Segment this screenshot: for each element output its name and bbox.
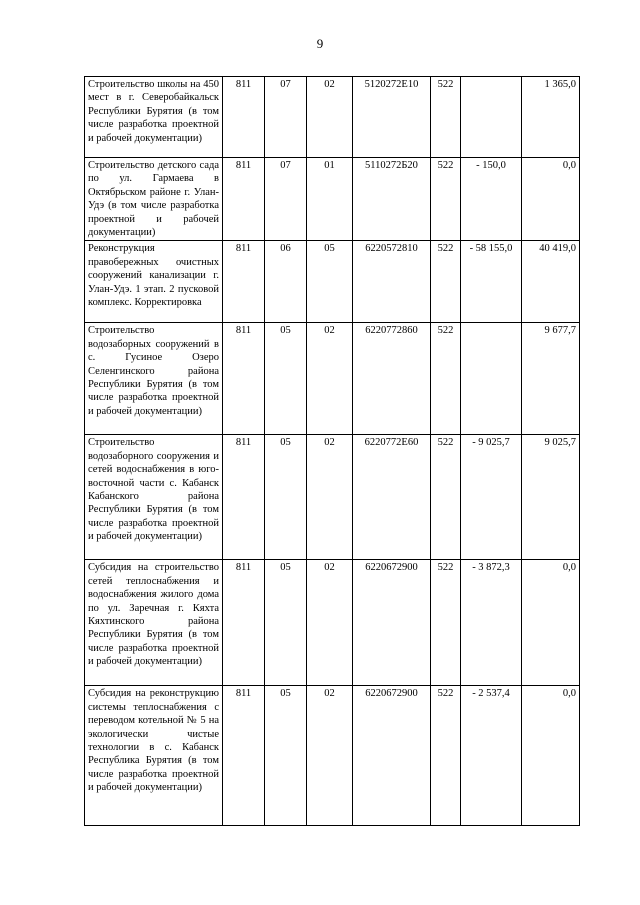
table-row xyxy=(85,323,580,435)
table-row xyxy=(85,560,580,686)
table-row xyxy=(85,435,580,560)
subsection-code: 02 xyxy=(307,435,353,560)
grbs-code: 811 xyxy=(223,158,265,241)
target-article-code: 6220772Е60 xyxy=(353,435,431,560)
grbs-code: 811 xyxy=(223,241,265,323)
expense-type-code: 522 xyxy=(431,560,461,686)
subsection-code: 05 xyxy=(307,241,353,323)
expense-type-code: 522 xyxy=(431,158,461,241)
subsection-code: 02 xyxy=(307,77,353,158)
grbs-code: 811 xyxy=(223,77,265,158)
expense-type-code: 522 xyxy=(431,435,461,560)
change-amount: - 9 025,7 xyxy=(461,435,522,560)
table-row xyxy=(85,158,580,241)
target-article-code: 5120272Е10 xyxy=(353,77,431,158)
total-amount: 9 677,7 xyxy=(522,323,580,435)
target-article-code: 5110272Б20 xyxy=(353,158,431,241)
object-name: Строительство детского сада по ул. Гармаева в Октябрьском районе г. Улан-Удэ (в том числе разработка проектной и рабочей документации) xyxy=(85,158,223,241)
change-amount: - 150,0 xyxy=(461,158,522,241)
change-amount xyxy=(461,323,522,435)
table-row xyxy=(85,241,580,323)
table-row xyxy=(85,77,580,158)
total-amount: 0,0 xyxy=(522,686,580,826)
object-name: Субсидия на реконструкцию системы теплоснабжения с переводом котельной № 5 на экологически чистые технологии в с. Кабанск Республика Бурятия (в том числе разработка проектной и рабочей документации) xyxy=(85,686,223,826)
section-code: 07 xyxy=(265,77,307,158)
subsection-code: 02 xyxy=(307,686,353,826)
budget-table xyxy=(84,76,580,826)
object-name: Строительство школы на 450 мест в г. Северобайкальск Республики Бурятия (в том числе разработка проектной и рабочей документации) xyxy=(85,77,223,158)
change-amount: - 58 155,0 xyxy=(461,241,522,323)
object-name: Строительство водозаборного сооружения и сетей водоснабжения в юго-восточной части с. Кабанск Кабанского района Республики Бурятия (в том числе разработка проектной и рабочей документации) xyxy=(85,435,223,560)
target-article-code: 6220672900 xyxy=(353,560,431,686)
subsection-code: 02 xyxy=(307,560,353,686)
table-row xyxy=(85,686,580,826)
expense-type-code: 522 xyxy=(431,77,461,158)
section-code: 05 xyxy=(265,435,307,560)
section-code: 05 xyxy=(265,560,307,686)
target-article-code: 6220572810 xyxy=(353,241,431,323)
total-amount: 0,0 xyxy=(522,158,580,241)
section-code: 05 xyxy=(265,686,307,826)
total-amount: 40 419,0 xyxy=(522,241,580,323)
grbs-code: 811 xyxy=(223,686,265,826)
section-code: 07 xyxy=(265,158,307,241)
expense-type-code: 522 xyxy=(431,686,461,826)
total-amount: 0,0 xyxy=(522,560,580,686)
subsection-code: 01 xyxy=(307,158,353,241)
page-number: 9 xyxy=(316,36,324,51)
target-article-code: 6220672900 xyxy=(353,686,431,826)
target-article-code: 6220772860 xyxy=(353,323,431,435)
grbs-code: 811 xyxy=(223,323,265,435)
object-name: Субсидия на строительство сетей теплоснабжения и водоснабжения жилого дома по ул. Заречная г. Кяхта Кяхтинского района Республики Бурятия (в том числе разработка проектной и рабочей документации) xyxy=(85,560,223,686)
change-amount: - 2 537,4 xyxy=(461,686,522,826)
change-amount xyxy=(461,77,522,158)
object-name: Реконструкция правобережных очистных сооружений канализации г. Улан-Удэ. 1 этап. 2 пусковой комплекс. Корректировка xyxy=(85,241,223,323)
total-amount: 1 365,0 xyxy=(522,77,580,158)
subsection-code: 02 xyxy=(307,323,353,435)
grbs-code: 811 xyxy=(223,560,265,686)
total-amount: 9 025,7 xyxy=(522,435,580,560)
section-code: 06 xyxy=(265,241,307,323)
change-amount: - 3 872,3 xyxy=(461,560,522,686)
grbs-code: 811 xyxy=(223,435,265,560)
expense-type-code: 522 xyxy=(431,323,461,435)
section-code: 05 xyxy=(265,323,307,435)
object-name: Строительство водозаборных сооружений в с. Гусиное Озеро Селенгинского района Республики Бурятия (в том числе разработка проектной и рабочей документации) xyxy=(85,323,223,435)
expense-type-code: 522 xyxy=(431,241,461,323)
